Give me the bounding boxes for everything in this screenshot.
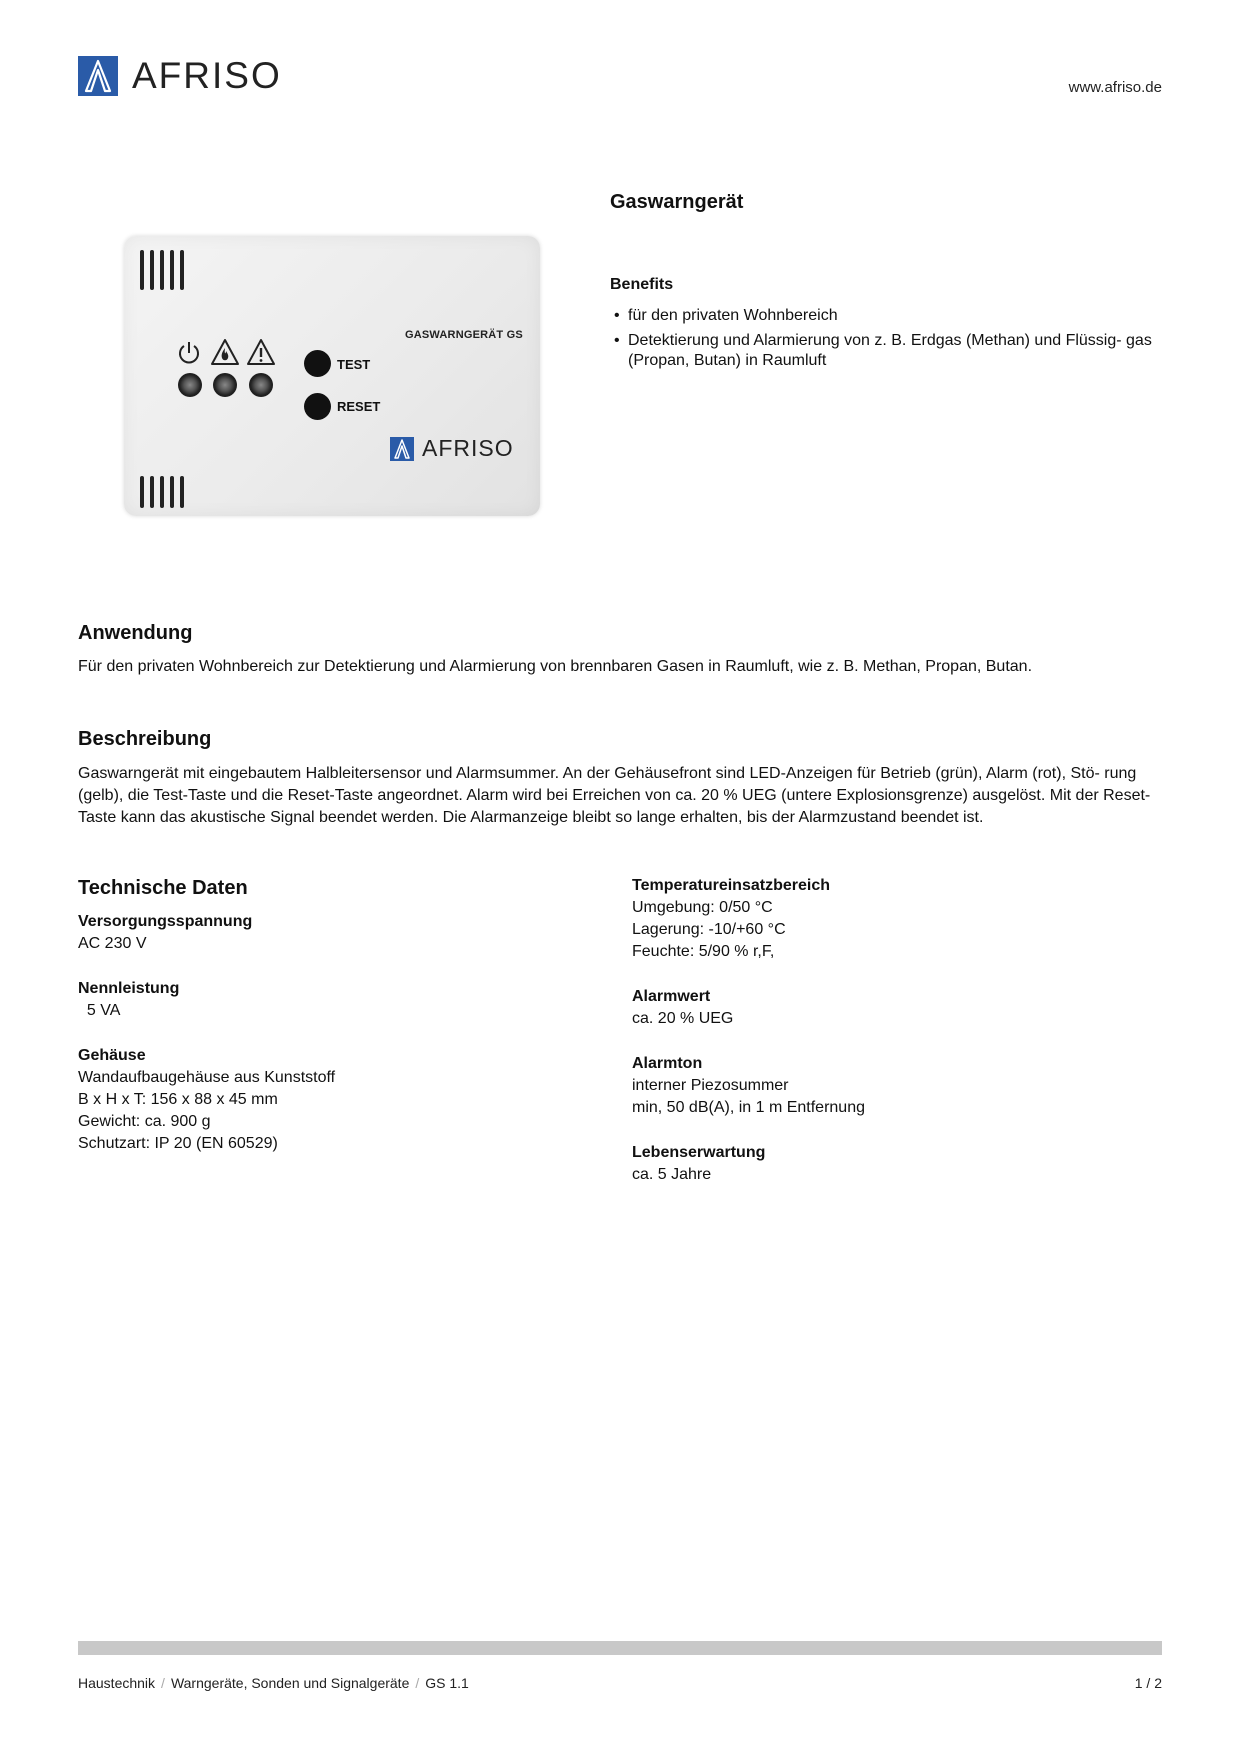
product-image <box>124 236 540 516</box>
benefits-heading: Benefits <box>610 276 674 293</box>
vent-slot <box>150 476 154 508</box>
beschreibung-text: Gaswarngerät mit eingebautem Halbleitersensor und Alarmsummer. An der Gehäusefront sind LED-Anzeigen für Betrieb (grün), Alarm (rot), Stö- rung (gelb), die Test-Taste und die Reset-Taste angeordnet. Alarm wird bei Erreichen von ca. 20 % UEG (untere Explosionsgrenze) ausgelöst. Mit der Reset-Taste kann das akustische Signal beendet werden. Die Alarmanzeige bleibt so lange erhalten, bis der Alarmzustand beendet ist. <box>78 765 1151 826</box>
warning-icon <box>246 338 276 366</box>
breadcrumb: Haustechnik / Warngeräte, Sonden und Signalgeräte / GS 1.1 <box>78 1675 469 1691</box>
vent-slot <box>150 250 154 290</box>
spec-value: ca. 5 Jahre <box>632 1166 712 1183</box>
spec-alarmton <box>632 1053 865 1119</box>
spec-label: Temperatureinsatzbereich <box>632 877 830 894</box>
spec-value: Gewicht: ca. 900 g <box>78 1113 211 1130</box>
vent-slot <box>170 476 174 508</box>
spec-value: AC 230 V <box>78 935 147 952</box>
footer-divider <box>78 1641 1162 1655</box>
spec-label: Versorgungsspannung <box>78 913 253 930</box>
spec-value: Feuchte: 5/90 % r,F, <box>632 943 775 960</box>
brand-name: AFRISO <box>132 55 282 96</box>
spec-value: ca. 20 % UEG <box>632 1010 734 1027</box>
reset-button <box>304 393 331 420</box>
spec-value: Schutzart: IP 20 (EN 60529) <box>78 1135 278 1152</box>
test-label: TEST <box>337 357 371 372</box>
spec-value: Umgebung: 0/50 °C <box>632 899 773 916</box>
benefits-list <box>614 306 1154 376</box>
vent-slot <box>180 250 184 290</box>
spec-versorgungsspannung <box>78 911 252 955</box>
section-heading-anwendung: Anwendung <box>78 622 193 644</box>
spec-value: min, 50 dB(A), in 1 m Entfernung <box>632 1099 865 1116</box>
vent-slot <box>180 476 184 508</box>
spec-alarmwert <box>632 986 733 1030</box>
led-operation <box>178 373 202 397</box>
device-logo <box>390 435 514 462</box>
vent-slot <box>170 250 174 290</box>
spec-label: Gehäuse <box>78 1047 146 1064</box>
website-link[interactable]: www.afriso.de <box>1068 79 1162 96</box>
breadcrumb-item: GS 1.1 <box>425 1675 469 1691</box>
device-brand: AFRISO <box>422 435 514 461</box>
spec-nennleistung <box>78 978 179 1022</box>
test-button <box>304 350 331 377</box>
breadcrumb-item: Haustechnik <box>78 1675 156 1691</box>
spec-value: Wandaufbaugehäuse aus Kunststoff <box>78 1069 336 1086</box>
anwendung-text: Für den privaten Wohnbereich zur Detektierung und Alarmierung von brennbaren Gasen in Raumluft, wie z. B. Methan, Propan, Butan. <box>78 658 1033 675</box>
spec-value: B x H x T: 156 x 88 x 45 mm <box>78 1091 278 1108</box>
led-fault <box>249 373 273 397</box>
list-item: • für den privaten Wohnbereich <box>614 306 1154 326</box>
vent-slot <box>160 476 164 508</box>
vent-slot <box>160 250 164 290</box>
spec-label: Nennleistung <box>78 980 180 997</box>
breadcrumb-item: Warngeräte, Sonden und Signalgeräte <box>170 1675 410 1691</box>
list-item: • Detektierung und Alarmierung von z. B. Erdgas (Methan) und Flüssig- gas (Propan, Butan) in Raumluft <box>614 331 1154 371</box>
product-title: Gaswarngerät <box>610 191 744 213</box>
afriso-logo-icon <box>78 56 118 96</box>
led-alarm <box>213 373 237 397</box>
power-icon <box>176 340 202 366</box>
spec-label: Alarmton <box>632 1055 703 1072</box>
spec-temperatureinsatzbereich <box>632 875 830 963</box>
device-label: GASWARNGERÄT GS <box>405 329 523 341</box>
spec-label: Alarmwert <box>632 988 711 1005</box>
spec-value: interner Piezosummer <box>632 1077 789 1094</box>
spec-gehaeuse <box>78 1045 335 1155</box>
vent-slot <box>140 476 144 508</box>
spec-lebenserwartung <box>632 1142 765 1186</box>
spec-value: 5 VA <box>78 1002 121 1019</box>
section-heading-technische-daten: Technische Daten <box>78 877 248 899</box>
afriso-logo-icon <box>390 437 414 461</box>
flame-warning-icon <box>210 338 240 366</box>
spec-value: Lagerung: -10/+60 °C <box>632 921 786 938</box>
brand-logo <box>78 56 282 96</box>
reset-label: RESET <box>337 399 381 414</box>
spec-label: Lebenserwartung <box>632 1144 766 1161</box>
page-number: 1 / 2 <box>1134 1675 1162 1691</box>
section-heading-beschreibung: Beschreibung <box>78 728 212 750</box>
vent-slot <box>140 250 144 290</box>
